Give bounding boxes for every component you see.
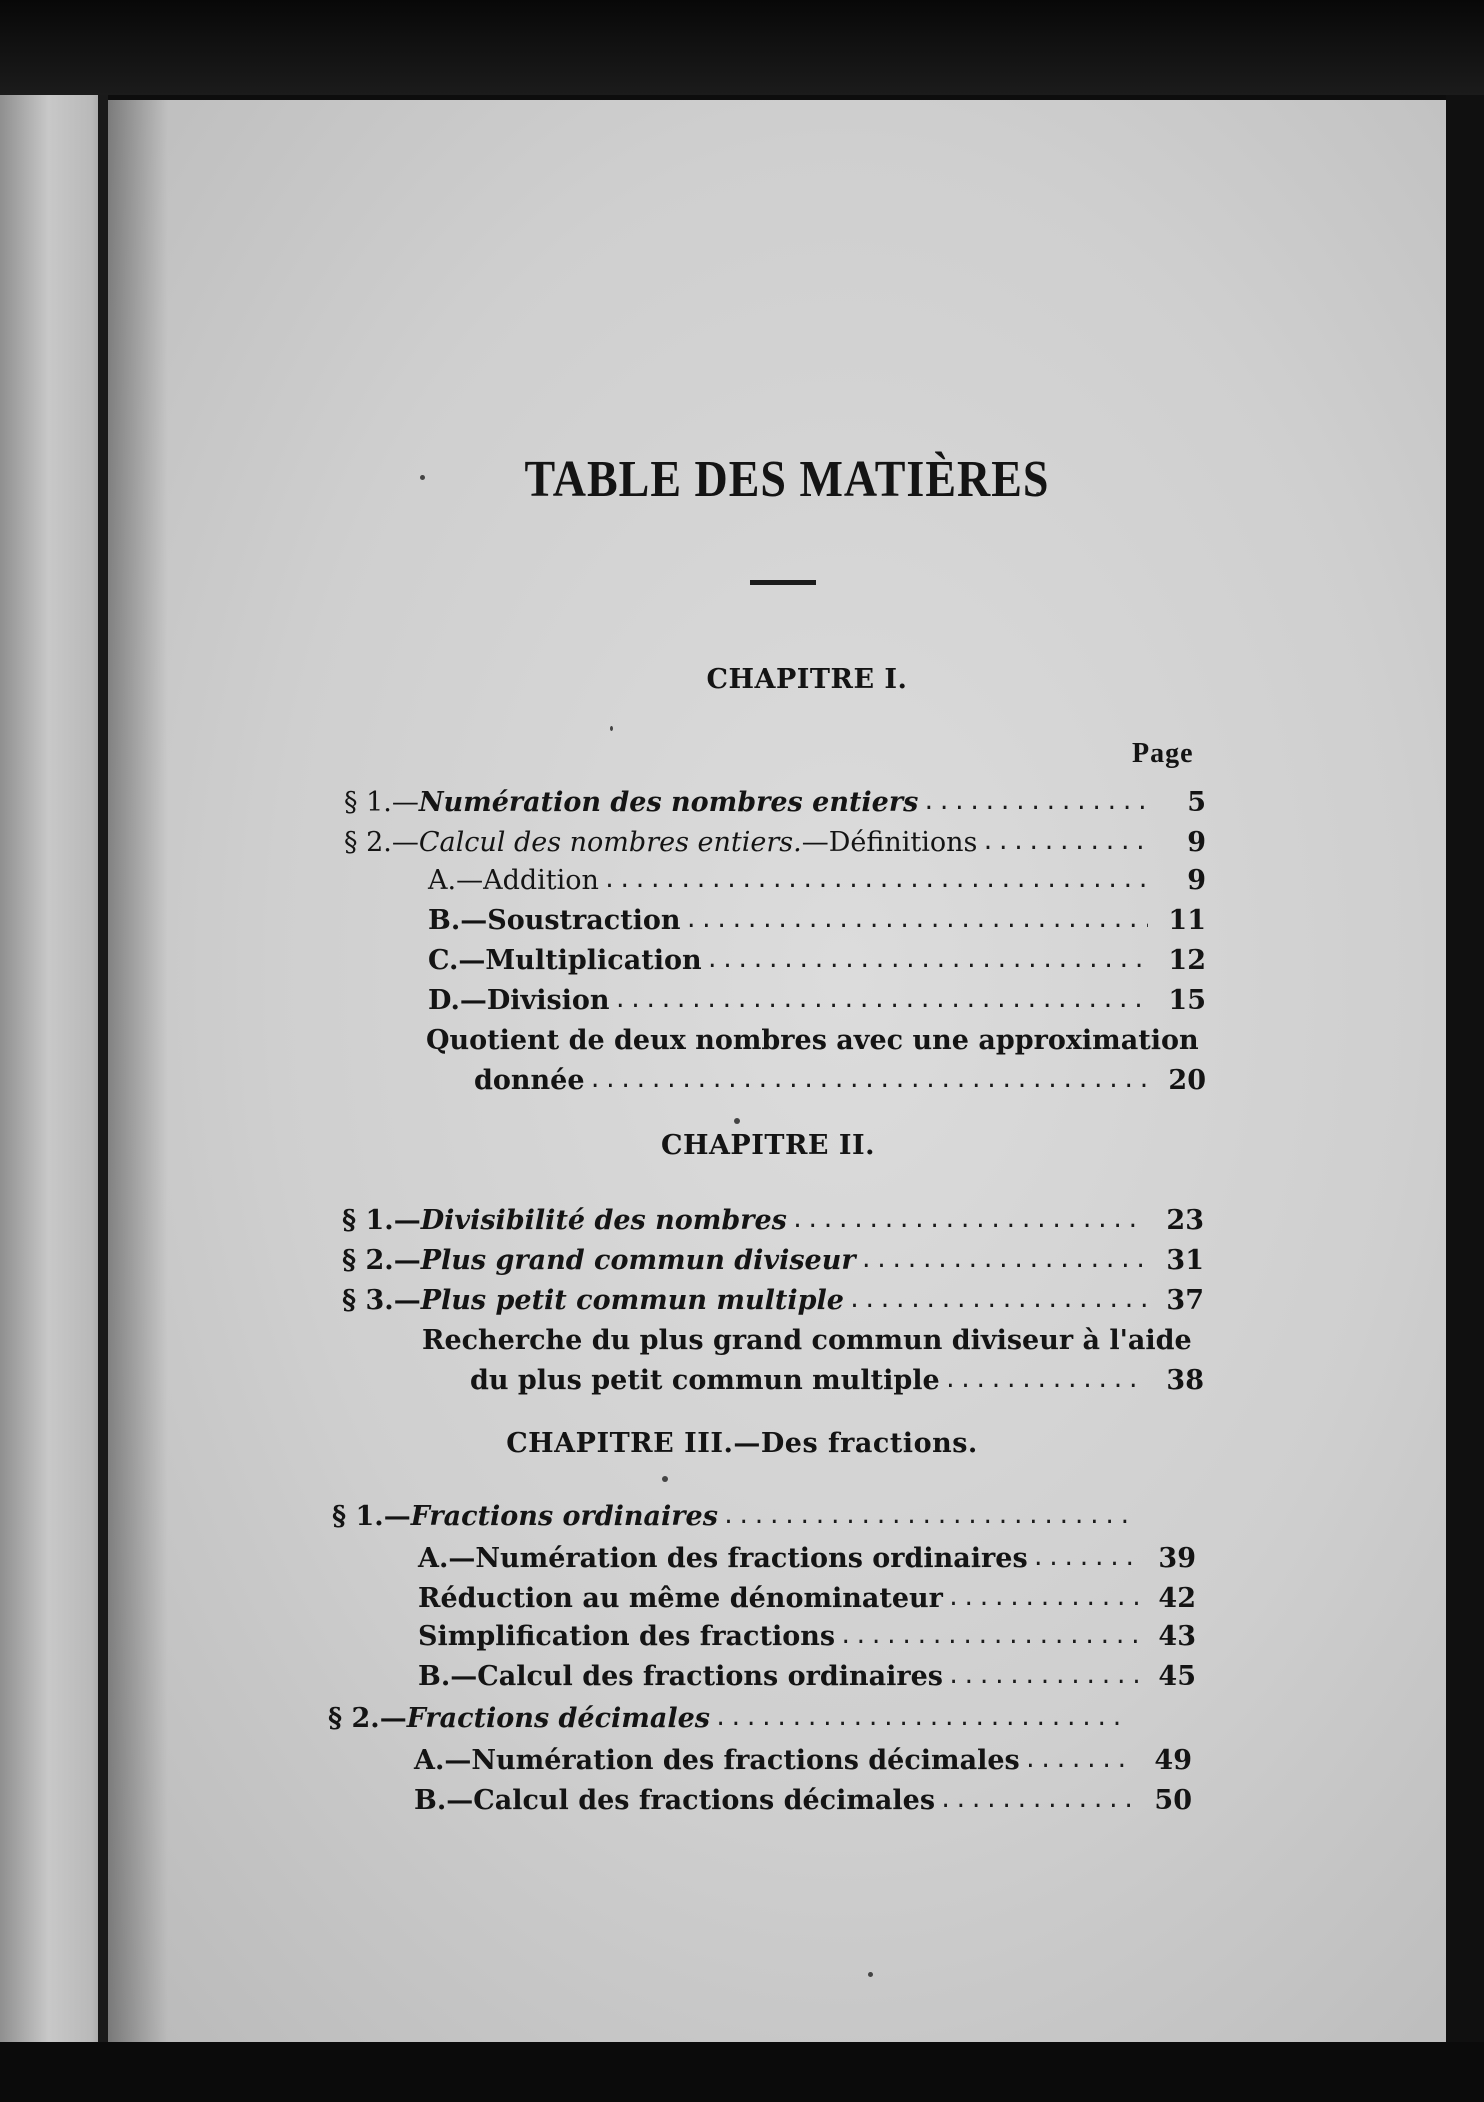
entry-title: B.—Calcul des fractions ordinaires — [418, 1661, 943, 1692]
dot-leader — [603, 862, 1148, 900]
scan-speck — [734, 1118, 740, 1124]
section-number: § 1.— — [344, 787, 419, 818]
dot-leader — [860, 1242, 1146, 1280]
page-number: 43 — [1158, 1621, 1196, 1652]
dot-leader — [1024, 1742, 1134, 1780]
toc-entry — [342, 1282, 1204, 1320]
page-number: 15 — [1168, 985, 1206, 1016]
entry-title: Calcul des nombres entiers. — [418, 827, 802, 858]
dot-leader — [839, 1618, 1138, 1656]
section-number: § 2.— — [344, 827, 419, 858]
scan-speck — [662, 1476, 668, 1482]
dot-leader — [614, 982, 1148, 1020]
page-column-label: Page — [1132, 738, 1194, 769]
page-number: 9 — [1187, 827, 1206, 858]
dot-leader — [722, 1498, 1132, 1536]
toc-entry — [344, 824, 1206, 862]
binding-shadow — [108, 100, 168, 2042]
toc-entry — [418, 1618, 1196, 1656]
entry-title: C.—Multiplication — [428, 945, 702, 976]
scan-speck — [868, 1972, 873, 1977]
entry-title: Plus grand commun diviseur — [420, 1245, 856, 1276]
page-number: 50 — [1154, 1785, 1192, 1816]
scan-speck — [610, 726, 613, 731]
chapter-heading: CHAPITRE III.—Des fractions. — [506, 1428, 978, 1459]
entry-subtitle: —Définitions — [801, 827, 978, 858]
entry-title: du plus petit commun multiple — [470, 1365, 940, 1396]
toc-entry — [328, 1700, 1128, 1738]
section-number: § 2.— — [328, 1703, 407, 1734]
entry-title: Simplification des fractions — [418, 1621, 836, 1652]
toc-entry — [428, 982, 1206, 1020]
toc-entry — [428, 862, 1206, 900]
entry-title: Fractions décimales — [406, 1703, 710, 1734]
toc-entry — [332, 1498, 1132, 1536]
toc-entry — [342, 1242, 1204, 1280]
page-number: 37 — [1166, 1285, 1204, 1316]
entry-title: B.—Calcul des fractions décimales — [414, 1785, 936, 1816]
page-number: 38 — [1166, 1365, 1204, 1396]
scan-border-bottom — [0, 2042, 1484, 2102]
toc-entry — [474, 1062, 1206, 1100]
toc-entry — [418, 1580, 1196, 1618]
page-number: 39 — [1158, 1543, 1196, 1574]
page-number: 45 — [1158, 1661, 1196, 1692]
toc-entry — [344, 784, 1206, 822]
entry-title-line: Quotient de deux nombres avec une approximation — [426, 1025, 1199, 1056]
entry-title: A.—Addition — [428, 865, 599, 896]
entry-title: donnée — [474, 1065, 585, 1096]
page-number: 31 — [1166, 1245, 1204, 1276]
page-number: 20 — [1168, 1065, 1206, 1096]
entry-title: Réduction au même dénominateur — [418, 1583, 943, 1614]
dot-leader — [922, 784, 1148, 822]
toc-entry — [418, 1540, 1196, 1578]
entry-title: Divisibilité des nombres — [420, 1205, 787, 1236]
chapter-heading: CHAPITRE I. — [706, 664, 908, 695]
toc-entry — [342, 1202, 1204, 1240]
dot-leader — [939, 1782, 1134, 1820]
toc-entry — [418, 1658, 1196, 1696]
page-number: 12 — [1168, 945, 1206, 976]
dot-leader — [947, 1580, 1138, 1618]
page-number: 23 — [1166, 1205, 1204, 1236]
entry-title-line: Recherche du plus grand commun diviseur à l'aide — [422, 1325, 1192, 1356]
dot-leader — [791, 1202, 1146, 1240]
scan-border-right — [1446, 95, 1484, 2045]
section-number: § 3.— — [342, 1285, 421, 1316]
page-number: 49 — [1154, 1745, 1192, 1776]
page-number: 42 — [1158, 1583, 1196, 1614]
title-rule — [750, 580, 816, 585]
page-number: 11 — [1168, 905, 1206, 936]
chapter-heading: CHAPITRE II. — [660, 1130, 876, 1161]
toc-entry — [414, 1782, 1192, 1820]
dot-leader — [981, 824, 1148, 862]
page-title: TABLE DES MATIÈRES — [524, 449, 1050, 508]
entry-title: Fractions ordinaires — [410, 1501, 718, 1532]
dot-leader — [1032, 1540, 1138, 1578]
entry-title: A.—Numération des fractions ordinaires — [418, 1543, 1028, 1574]
section-number: § 1.— — [342, 1205, 421, 1236]
toc-entry — [414, 1742, 1192, 1780]
dot-leader — [947, 1658, 1138, 1696]
entry-title: A.—Numération des fractions décimales — [414, 1745, 1020, 1776]
section-number: § 1.— — [332, 1501, 411, 1532]
dot-leader — [685, 902, 1148, 940]
entry-title: D.—Division — [428, 985, 610, 1016]
dot-leader — [589, 1062, 1148, 1100]
facing-page-edge — [0, 95, 108, 2045]
dot-leader — [944, 1362, 1146, 1400]
toc-entry — [428, 902, 1206, 940]
scan-border-top — [0, 0, 1484, 95]
toc-entry — [428, 942, 1206, 980]
entry-title: Plus petit commun multiple — [420, 1285, 844, 1316]
page-number: 5 — [1187, 787, 1206, 818]
page-gutter — [98, 95, 108, 2045]
page-number: 9 — [1187, 865, 1206, 896]
toc-entry — [470, 1362, 1204, 1400]
entry-title: Numération des nombres entiers — [418, 787, 919, 818]
section-number: § 2.— — [342, 1245, 421, 1276]
dot-leader — [848, 1282, 1146, 1320]
dot-leader — [706, 942, 1148, 980]
dot-leader — [714, 1700, 1128, 1738]
entry-title: B.—Soustraction — [428, 905, 681, 936]
